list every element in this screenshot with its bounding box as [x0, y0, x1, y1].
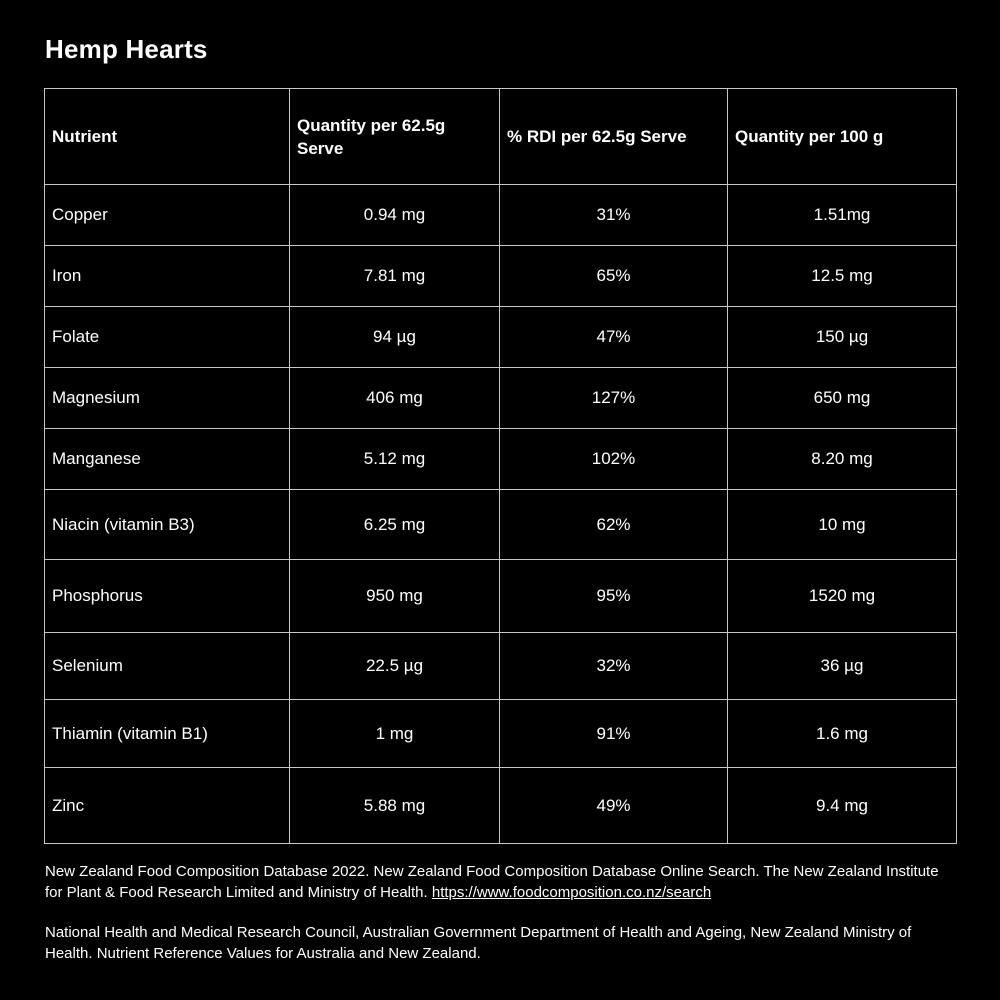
cell-quantity-per-100g: 8.20 mg [728, 429, 957, 490]
cell-rdi: 127% [500, 368, 728, 429]
cell-nutrient: Magnesium [45, 368, 290, 429]
header-quantity-per-serve-line1: Quantity per 62.5g [297, 115, 446, 135]
cell-quantity-per-100g: 1520 mg [728, 560, 957, 633]
cell-quantity-per-serve: 5.88 mg [290, 768, 500, 844]
cell-rdi: 95% [500, 560, 728, 633]
table-header-row [45, 89, 957, 185]
header-rdi-per-serve: % RDI per 62.5g Serve [500, 89, 728, 185]
cell-rdi: 102% [500, 429, 728, 490]
header-quantity-per-serve-line2: Serve [297, 138, 344, 158]
cell-quantity-per-serve: 22.5 µg [290, 633, 500, 700]
cell-rdi: 91% [500, 700, 728, 768]
table-row [45, 368, 957, 429]
reference-nutrient-values: National Health and Medical Research Council, Australian Government Department of Health and Ageing, New Zealand Ministry of Health. Nutrient Reference Values for Australia and New Zealand. [45, 924, 912, 962]
table-row [45, 429, 957, 490]
table-row [45, 633, 957, 700]
references [45, 862, 960, 984]
cell-quantity-per-serve: 5.12 mg [290, 429, 500, 490]
cell-quantity-per-100g: 10 mg [728, 490, 957, 560]
cell-rdi: 65% [500, 246, 728, 307]
cell-nutrient: Thiamin (vitamin B1) [45, 700, 290, 768]
cell-rdi: 62% [500, 490, 728, 560]
cell-quantity-per-serve: 6.25 mg [290, 490, 500, 560]
cell-quantity-per-100g: 650 mg [728, 368, 957, 429]
cell-quantity-per-serve: 7.81 mg [290, 246, 500, 307]
table-row [45, 700, 957, 768]
cell-quantity-per-serve: 950 mg [290, 560, 500, 633]
table-row [45, 560, 957, 633]
cell-nutrient: Manganese [45, 429, 290, 490]
reference-text: New Zealand Food Composition Database 2022. New Zealand Food Composition Database Online Search. The New Zealand Institute for Plant & Food Research Limited and Ministry of Health. [45, 863, 939, 901]
cell-quantity-per-serve: 94 µg [290, 307, 500, 368]
table-row [45, 768, 957, 844]
header-quantity-per-serve [290, 89, 500, 185]
cell-nutrient: Copper [45, 185, 290, 246]
table-row [45, 307, 957, 368]
cell-rdi: 49% [500, 768, 728, 844]
cell-quantity-per-serve: 406 mg [290, 368, 500, 429]
table-row [45, 185, 957, 246]
reference-link[interactable]: https://www.foodcomposition.co.nz/search [431, 883, 712, 901]
table-row [45, 246, 957, 307]
cell-nutrient: Phosphorus [45, 560, 290, 633]
cell-nutrient: Selenium [45, 633, 290, 700]
nutrient-table [44, 88, 957, 844]
cell-nutrient: Niacin (vitamin B3) [45, 490, 290, 560]
table-row [45, 490, 957, 560]
cell-nutrient: Iron [45, 246, 290, 307]
page-title: Hemp Hearts [45, 34, 208, 64]
cell-rdi: 31% [500, 185, 728, 246]
cell-nutrient: Folate [45, 307, 290, 368]
reference-nz-food-composition [45, 862, 960, 903]
cell-quantity-per-100g: 12.5 mg [728, 246, 957, 307]
cell-quantity-per-serve: 0.94 mg [290, 185, 500, 246]
cell-rdi: 32% [500, 633, 728, 700]
cell-quantity-per-100g: 1.6 mg [728, 700, 957, 768]
cell-rdi: 47% [500, 307, 728, 368]
cell-quantity-per-100g: 1.51mg [728, 185, 957, 246]
cell-quantity-per-100g: 150 µg [728, 307, 957, 368]
header-nutrient: Nutrient [45, 89, 290, 185]
cell-quantity-per-100g: 36 µg [728, 633, 957, 700]
header-quantity-per-100g: Quantity per 100 g [728, 89, 957, 185]
cell-quantity-per-serve: 1 mg [290, 700, 500, 768]
cell-nutrient: Zinc [45, 768, 290, 844]
cell-quantity-per-100g: 9.4 mg [728, 768, 957, 844]
